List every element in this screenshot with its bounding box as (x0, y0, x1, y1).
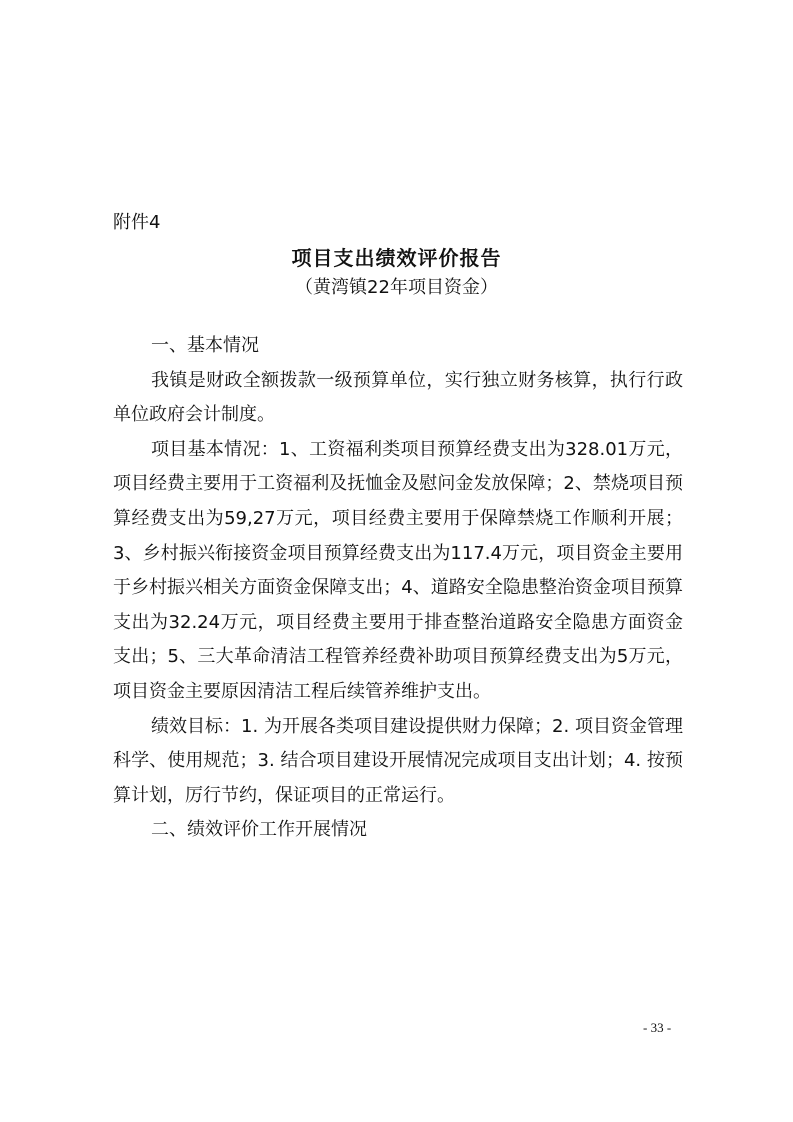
paragraph-performance-goals: 绩效目标：1. 为开展各类项目建设提供财力保障；2. 项目资金管理科学、使用规范；3. 结合项目建设开展情况完成项目支出计划；4. 按预算计划，厉行节约，保证项目的正常运行。 (113, 715, 683, 806)
document-body (113, 329, 683, 848)
paragraph-project-basics: 项目基本情况：1、工资福利类项目预算经费支出为328.01万元，项目经费主要用于工资福利及抚恤金及慰问金发放保障；2、禁烧项目预算经费支出为59,27万元，项目经费主要用于保障禁烧工作顺利开展；3、乡村振兴衔接资金项目预算经费支出为117.4万元，项目资金主要用于乡村振兴相关方面资金保障支出；4、道路安全隐患整治资金项目预算支出为32.24万元，项目经费主要用于排查整治道路安全隐患方面资金支出；5、三大革命清洁工程管养经费补助项目预算经费支出为5万元，项目资金主要原因清洁工程后续管养维护支出。 (113, 438, 683, 702)
attachment-label: 附件4 (113, 212, 161, 233)
page-number: - 33 - (643, 1020, 672, 1035)
section-heading-basic-info: 一、基本情况 (151, 335, 259, 356)
paragraph-unit-overview: 我镇是财政全额拨款一级预算单位，实行独立财务核算，执行行政单位政府会计制度。 (113, 369, 683, 426)
section-heading-evaluation-work: 二、绩效评价工作开展情况 (151, 819, 367, 841)
document-title: 项目支出绩效评价报告 (291, 246, 502, 270)
document-subtitle: （黄湾镇22年项目资金） (295, 277, 498, 298)
